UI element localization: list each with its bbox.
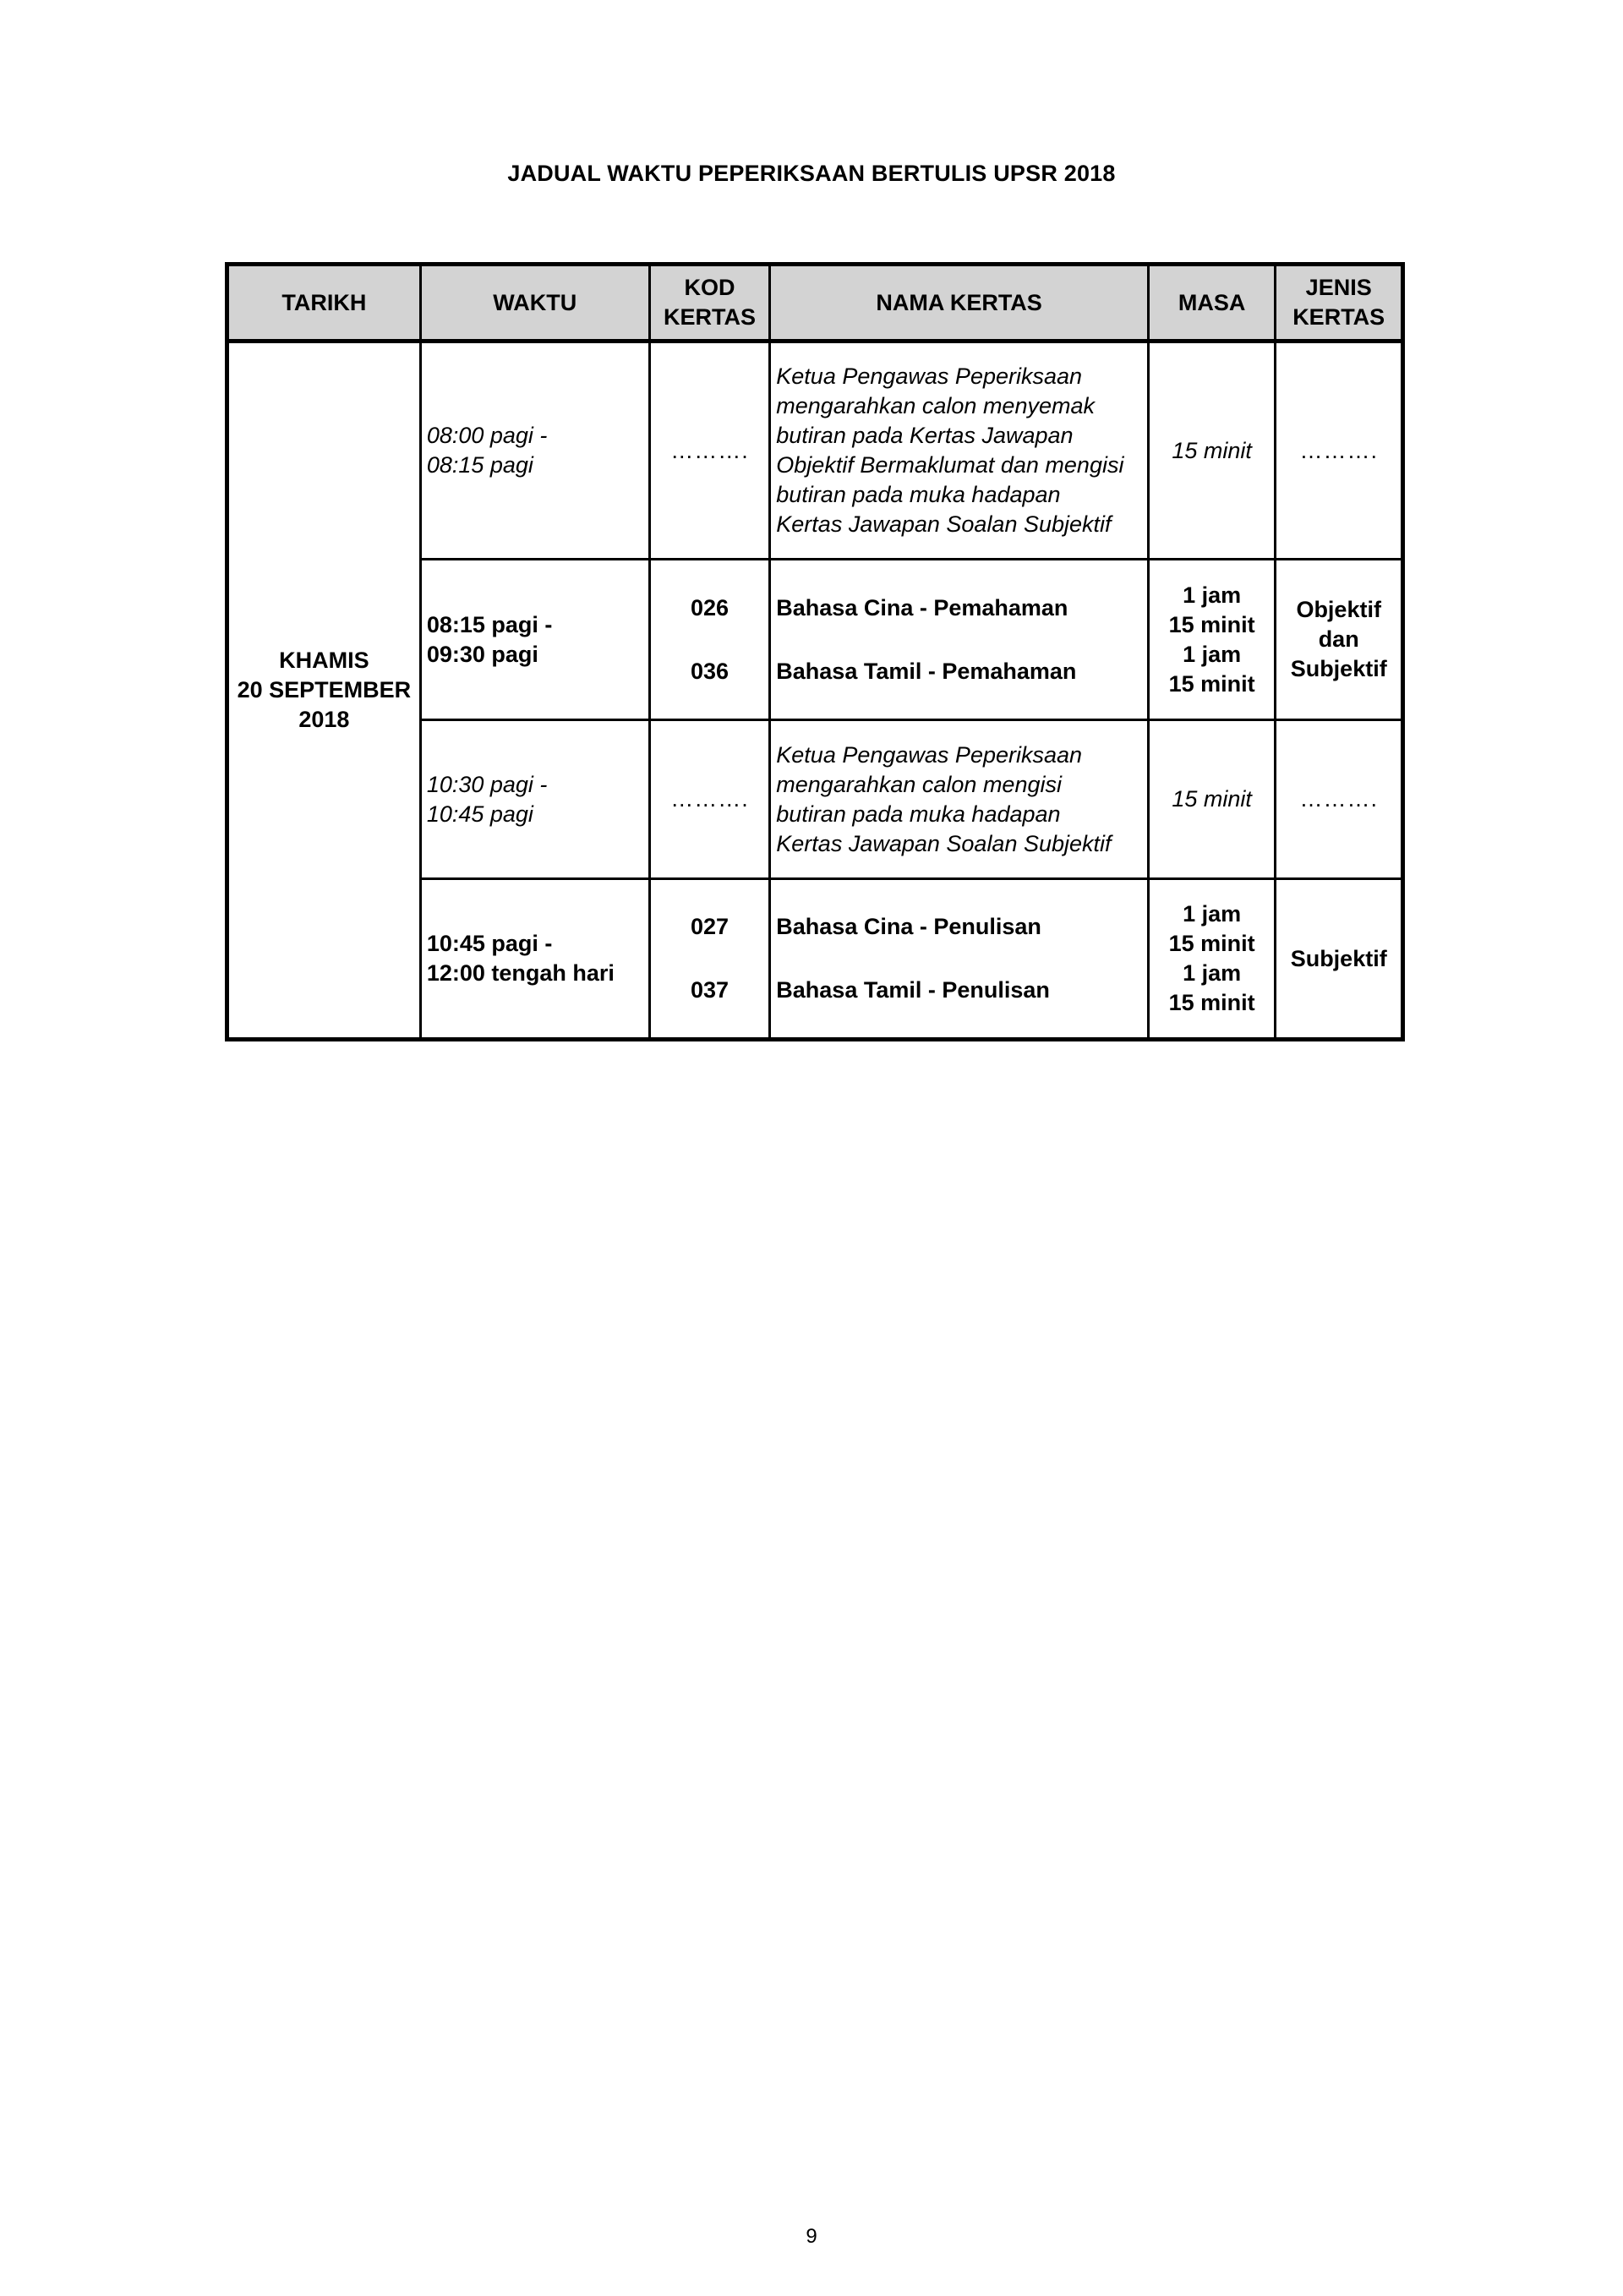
duration: 15 minit — [1168, 670, 1255, 697]
time-start: 10:45 pagi - — [426, 931, 553, 956]
time-end: 09:30 pagi — [426, 641, 538, 667]
duration: 1 jam — [1183, 641, 1242, 667]
header-kod-line2: KERTAS — [664, 304, 757, 330]
paper-code: 036 — [691, 658, 730, 684]
time-cell — [420, 342, 649, 560]
paper-code: 037 — [691, 977, 730, 1003]
duration: 15 minit — [1168, 931, 1255, 956]
header-kod-line1: KOD — [684, 275, 735, 300]
paper-code: 026 — [691, 594, 730, 620]
paper-name-cell — [770, 720, 1149, 879]
paper-code-cell: ………. — [649, 720, 770, 879]
header-nama-kertas: NAMA KERTAS — [770, 265, 1149, 342]
instruction-line: Ketua Pengawas Peperiksaan — [776, 741, 1083, 768]
table-row — [227, 342, 1403, 560]
time-start: 08:15 pagi - — [426, 611, 553, 637]
instruction-line: Kertas Jawapan Soalan Subjektif — [776, 511, 1112, 537]
duration: 15 minit — [1168, 611, 1255, 637]
instruction-line: mengarahkan calon menyemak — [776, 393, 1095, 418]
paper-type-cell — [1276, 560, 1403, 720]
instruction-line: butiran pada muka hadapan — [776, 482, 1061, 507]
paper-name-cell — [770, 560, 1149, 720]
instruction-line: Objektif Bermaklumat dan mengisi — [776, 452, 1124, 478]
instruction-line: Ketua Pengawas Peperiksaan — [776, 364, 1083, 389]
paper-name: Bahasa Cina - Pemahaman — [776, 594, 1068, 620]
exam-timetable — [225, 262, 1405, 1041]
time-start: 10:30 pagi - — [426, 771, 548, 797]
duration-cell: 15 minit — [1148, 342, 1276, 560]
paper-code-cell — [649, 879, 770, 1040]
instruction-line: mengarahkan calon mengisi — [776, 771, 1062, 797]
duration-cell — [1148, 560, 1276, 720]
time-cell — [420, 879, 649, 1040]
date-daymonth: 20 SEPTEMBER — [237, 677, 412, 702]
paper-name: Bahasa Cina - Penulisan — [776, 914, 1041, 939]
paper-name: Bahasa Tamil - Penulisan — [776, 977, 1050, 1003]
time-end: 12:00 tengah hari — [426, 960, 615, 986]
duration: 1 jam — [1183, 582, 1242, 608]
duration: 1 jam — [1183, 901, 1242, 927]
duration-cell: 15 minit — [1148, 720, 1276, 879]
paper-type: Objektif — [1296, 597, 1381, 622]
paper-type: dan — [1318, 626, 1359, 652]
paper-type: Subjektif — [1290, 945, 1387, 971]
instruction-line: butiran pada muka hadapan — [776, 801, 1061, 827]
header-jenis-line2: KERTAS — [1292, 304, 1385, 330]
time-end: 10:45 pagi — [426, 801, 533, 827]
header-jenis-line1: JENIS — [1305, 275, 1372, 300]
header-tarikh: TARIKH — [227, 265, 421, 342]
paper-type-cell — [1276, 879, 1403, 1040]
header-kod-kertas — [649, 265, 770, 342]
instruction-line: Kertas Jawapan Soalan Subjektif — [776, 830, 1112, 856]
page-number: 9 — [806, 2225, 817, 2248]
page-title: JADUAL WAKTU PEPERIKSAAN BERTULIS UPSR 2018 — [507, 161, 1116, 186]
header-waktu: WAKTU — [420, 265, 649, 342]
paper-code-cell — [649, 560, 770, 720]
time-start: 08:00 pagi - — [426, 423, 548, 448]
date-day: KHAMIS — [279, 648, 369, 673]
date-cell — [227, 342, 421, 1040]
paper-code-cell: ………. — [649, 342, 770, 560]
header-masa: MASA — [1148, 265, 1276, 342]
time-cell — [420, 720, 649, 879]
paper-type-cell: ………. — [1276, 720, 1403, 879]
header-row — [227, 265, 1403, 342]
paper-code: 027 — [691, 914, 730, 939]
duration-cell — [1148, 879, 1276, 1040]
instruction-line: butiran pada Kertas Jawapan — [776, 423, 1074, 448]
date-year: 2018 — [298, 707, 350, 732]
header-jenis-kertas — [1276, 265, 1403, 342]
paper-name-cell — [770, 342, 1149, 560]
paper-type: Subjektif — [1290, 656, 1387, 681]
duration: 1 jam — [1183, 960, 1242, 986]
paper-name: Bahasa Tamil - Pemahaman — [776, 658, 1077, 684]
paper-type-cell: ………. — [1276, 342, 1403, 560]
time-cell — [420, 560, 649, 720]
paper-name-cell — [770, 879, 1149, 1040]
duration: 15 minit — [1168, 990, 1255, 1015]
time-end: 08:15 pagi — [426, 452, 533, 478]
